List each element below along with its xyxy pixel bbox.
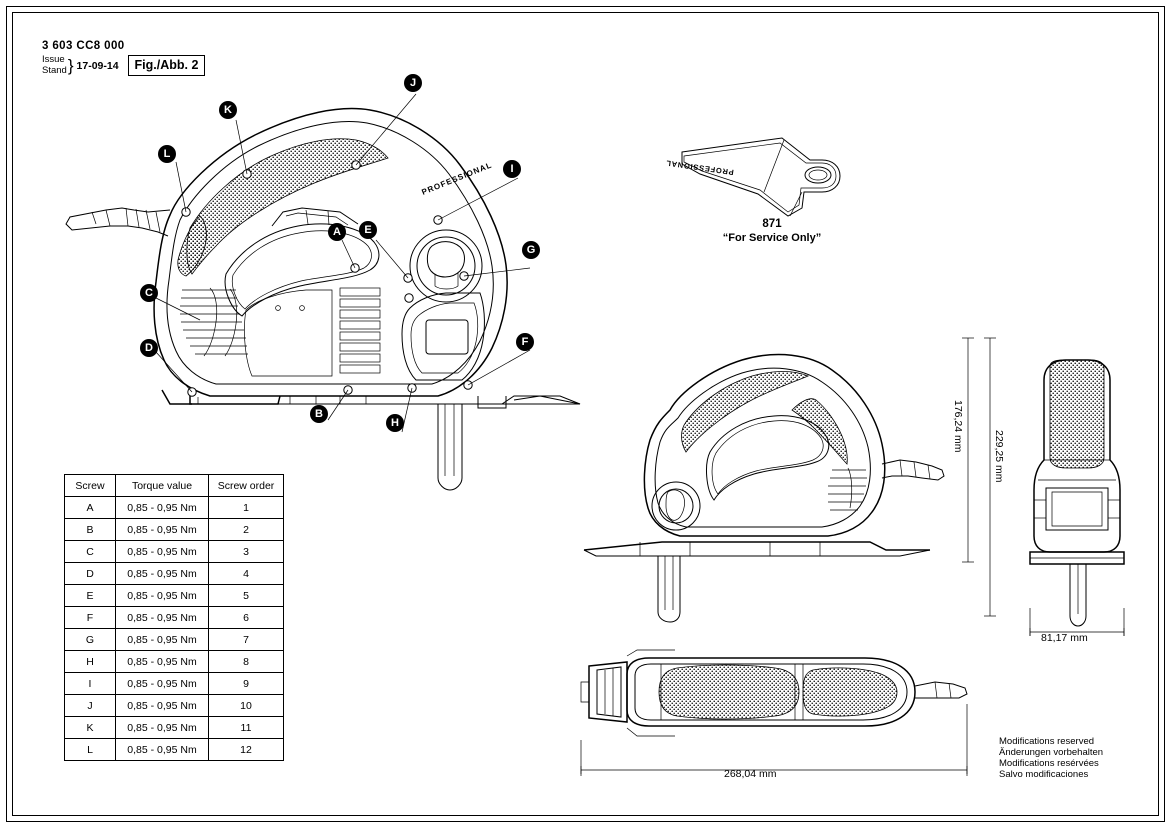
issue-label: Issue: [42, 54, 65, 65]
cell-screw: A: [65, 497, 116, 519]
service-blade-caption: [672, 218, 872, 244]
cell-order: 6: [209, 607, 284, 629]
cell-screw: I: [65, 673, 116, 695]
cell-order: 10: [209, 695, 284, 717]
cell-screw: H: [65, 651, 116, 673]
cell-torque: 0,85 - 0,95 Nm: [116, 563, 209, 585]
table-row: [65, 563, 284, 585]
table-row: [65, 519, 284, 541]
cell-torque: 0,85 - 0,95 Nm: [116, 673, 209, 695]
table-row: [65, 717, 284, 739]
dimension-lines-side: [950, 330, 1020, 630]
cell-order: 9: [209, 673, 284, 695]
cell-torque: 0,85 - 0,95 Nm: [116, 739, 209, 761]
callout-H[interactable]: H: [386, 414, 404, 432]
table-row: [65, 541, 284, 563]
saw-front-view: [1012, 340, 1142, 640]
figure-label: Fig./Abb. 2: [128, 55, 206, 76]
cell-torque: 0,85 - 0,95 Nm: [116, 519, 209, 541]
cell-order: 3: [209, 541, 284, 563]
cell-screw: L: [65, 739, 116, 761]
cell-order: 12: [209, 739, 284, 761]
cell-screw: F: [65, 607, 116, 629]
issue-date: 17-09-14: [76, 59, 119, 72]
stand-label: Stand: [42, 64, 67, 76]
callout-J[interactable]: J: [404, 74, 422, 92]
table-row: [65, 651, 284, 673]
cell-torque: 0,85 - 0,95 Nm: [116, 717, 209, 739]
cell-screw: C: [65, 541, 116, 563]
cell-torque: 0,85 - 0,95 Nm: [116, 541, 209, 563]
saw-side-view-dimensioned: [570, 340, 970, 640]
cell-screw: G: [65, 629, 116, 651]
col-screw: Screw: [65, 475, 116, 497]
col-order: Screw order: [209, 475, 284, 497]
table-row: [65, 585, 284, 607]
dim-width-side: 81,17 mm: [1041, 632, 1088, 644]
callout-D[interactable]: D: [140, 339, 158, 357]
table-row: [65, 695, 284, 717]
callout-A[interactable]: A: [328, 223, 346, 241]
cell-order: 4: [209, 563, 284, 585]
callout-I[interactable]: I: [503, 160, 521, 178]
cell-order: 7: [209, 629, 284, 651]
service-only-note: “For Service Only”: [722, 232, 822, 244]
callout-B[interactable]: B: [310, 405, 328, 423]
dim-height-outer: 229,25 mm: [993, 430, 1005, 483]
table-row: [65, 673, 284, 695]
cell-torque: 0,85 - 0,95 Nm: [116, 607, 209, 629]
cell-torque: 0,85 - 0,95 Nm: [116, 651, 209, 673]
service-part-number: 871: [762, 218, 782, 230]
table-row: [65, 497, 284, 519]
cell-screw: K: [65, 717, 116, 739]
callout-E[interactable]: E: [359, 221, 377, 239]
cell-screw: E: [65, 585, 116, 607]
callout-C[interactable]: C: [140, 284, 158, 302]
cell-order: 11: [209, 717, 284, 739]
cell-order: 1: [209, 497, 284, 519]
note-en: Modifications reserved: [999, 736, 1095, 747]
cell-torque: 0,85 - 0,95 Nm: [116, 629, 209, 651]
table-row: [65, 629, 284, 651]
note-es: Salvo modificaciones: [999, 769, 1089, 780]
cell-order: 5: [209, 585, 284, 607]
part-number: 3 603 CC8 000: [42, 40, 125, 52]
cell-order: 2: [209, 519, 284, 541]
note-fr: Modifications resérvées: [999, 758, 1099, 769]
callout-K[interactable]: K: [219, 101, 237, 119]
cell-screw: J: [65, 695, 116, 717]
note-de: Änderungen vorbehalten: [999, 747, 1104, 758]
callout-L[interactable]: L: [158, 145, 176, 163]
dim-height-inner: 176,24 mm: [952, 400, 964, 453]
vent-louvers-middle: [340, 288, 380, 373]
table-row: [65, 739, 284, 761]
cell-torque: 0,85 - 0,95 Nm: [116, 497, 209, 519]
dim-length-top: 268,04 mm: [724, 768, 777, 780]
table-row: [65, 607, 284, 629]
table-header-row: [65, 475, 284, 497]
callout-G[interactable]: G: [522, 241, 540, 259]
blade-brand-text: PROFESSIONAL: [664, 158, 735, 177]
cell-screw: D: [65, 563, 116, 585]
col-torque: Torque value: [116, 475, 209, 497]
cell-order: 8: [209, 651, 284, 673]
callout-F[interactable]: F: [516, 333, 534, 351]
screw-torque-table: [64, 474, 284, 761]
brace-glyph: }: [67, 55, 74, 75]
vent-louvers-left: [180, 288, 248, 356]
cell-torque: 0,85 - 0,95 Nm: [116, 695, 209, 717]
modification-notes: [999, 736, 1103, 780]
cell-torque: 0,85 - 0,95 Nm: [116, 585, 209, 607]
brand-text-main: PROFESSIONAL: [420, 160, 494, 197]
cell-screw: B: [65, 519, 116, 541]
